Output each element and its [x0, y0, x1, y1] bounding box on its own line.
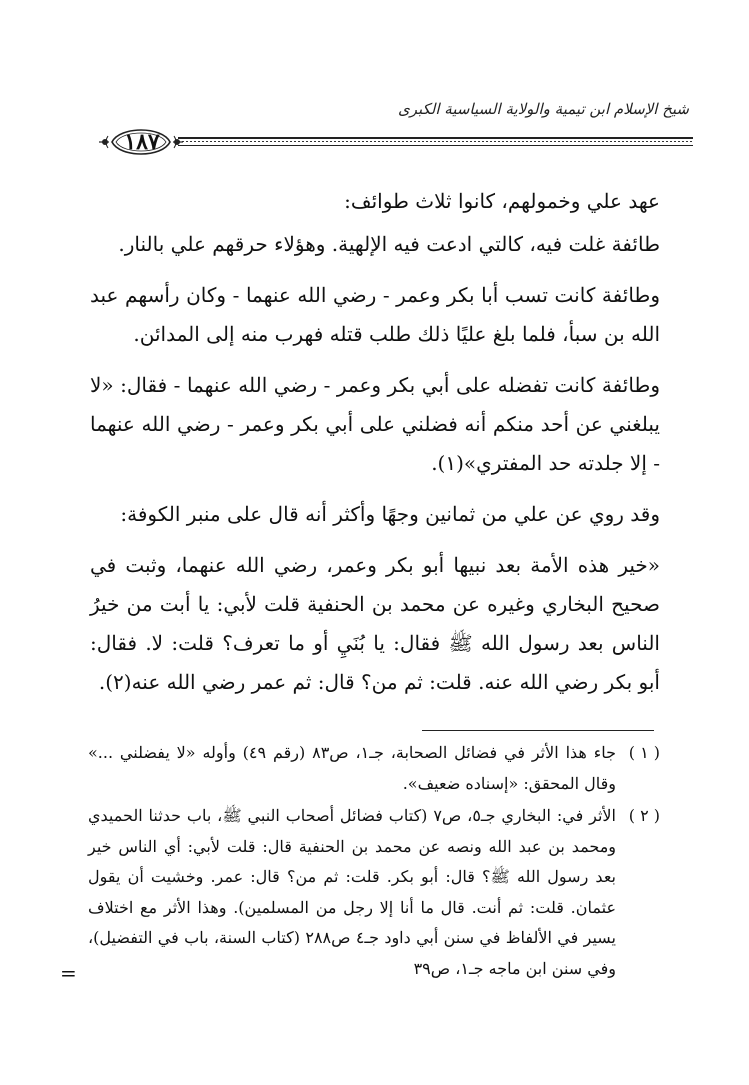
running-header-title: شيخ الإسلام ابن تيمية والولاية السياسية الكبرى [397, 100, 689, 118]
footnote-separator [422, 730, 654, 731]
continuation-mark: = [60, 961, 77, 985]
paragraph: طائفة غلت فيه، كالتي ادعت فيه الإلهية. وهؤلاء حرقهم علي بالنار. [118, 232, 660, 256]
footnote-item [88, 738, 660, 799]
paragraph: «خير هذه الأمة بعد نبيها أبو بكر وعمر، رضي الله عنهما، وثبت في صحيح البخاري وغيره عن محمد بن الحنفية قلت لأبي: يا أبت من خيرُ الناس بعد رسول الله ﷺ فقال: يا بُنَيِ أو ما تعرف؟ قلت: لا. فقال: أبو بكر رضي الله عنه. قلت: ثم من؟ قال: ثم عمر رضي الله عنه(٢). [90, 553, 660, 694]
paragraph: وطائفة كانت تسب أبا بكر وعمر - رضي الله عنهما - وكان رأسهم عبد الله بن سبأ، فلما بلغ عليًا ذلك طلب قتله فهرب منه إلى المدائن. [90, 283, 660, 346]
footnote-number: ( ١ ) [628, 743, 660, 762]
footnote-item [88, 801, 660, 984]
footnote-text: الأثر في: البخاري جـ٥، ص٧ (كتاب فضائل أصحاب النبي ﷺ، باب حدثنا الحميدي ومحمد بن عبد الله ونصه عن محمد بن الحنفية قال: قلت لأبي: أي الناس خير بعد رسول الله ﷺ؟ قال: أبو بكر. قلت: ثم من؟ قال: عمر. وخشيت أن يقول عثمان. قلت: ثم أنت. قال ما أنا إلا رجل من المسلمين). وهذا الأثر مع اختلاف يسير في الألفاظ في سنن أبي داود جـ٤ ص٢٨٨ (كتاب السنة، باب في التفضيل)، وفي سنن ابن ماجه جـ١، ص٣٩ [88, 806, 617, 978]
footnote-text: جاء هذا الأثر في فضائل الصحابة، جـ١، ص٨٣ (رقم ٤٩) وأوله «لا يفضلني ...» وقال المحقق: «إسناده ضعيف». [88, 743, 616, 793]
footnote-number: ( ٢ ) [628, 806, 660, 825]
footnotes [88, 738, 660, 986]
main-text [90, 182, 660, 714]
page-number: ١٨٧ [124, 129, 160, 155]
paragraph: عهد علي وخمولهم، كانوا ثلاث طوائف: [344, 189, 660, 213]
paragraph: وطائفة كانت تفضله على أبي بكر وعمر - رضي الله عنهما - فقال: «لا يبلغني عن أحد منكم أنه فضلني على أبي بكر وعمر - رضي الله عنهما - إلا جلدته حد المفتري»(١). [90, 373, 660, 475]
paragraph: وقد روي عن علي من ثمانين وجهًا وأكثر أنه قال على منبر الكوفة: [120, 502, 660, 526]
header-rule [178, 137, 693, 146]
